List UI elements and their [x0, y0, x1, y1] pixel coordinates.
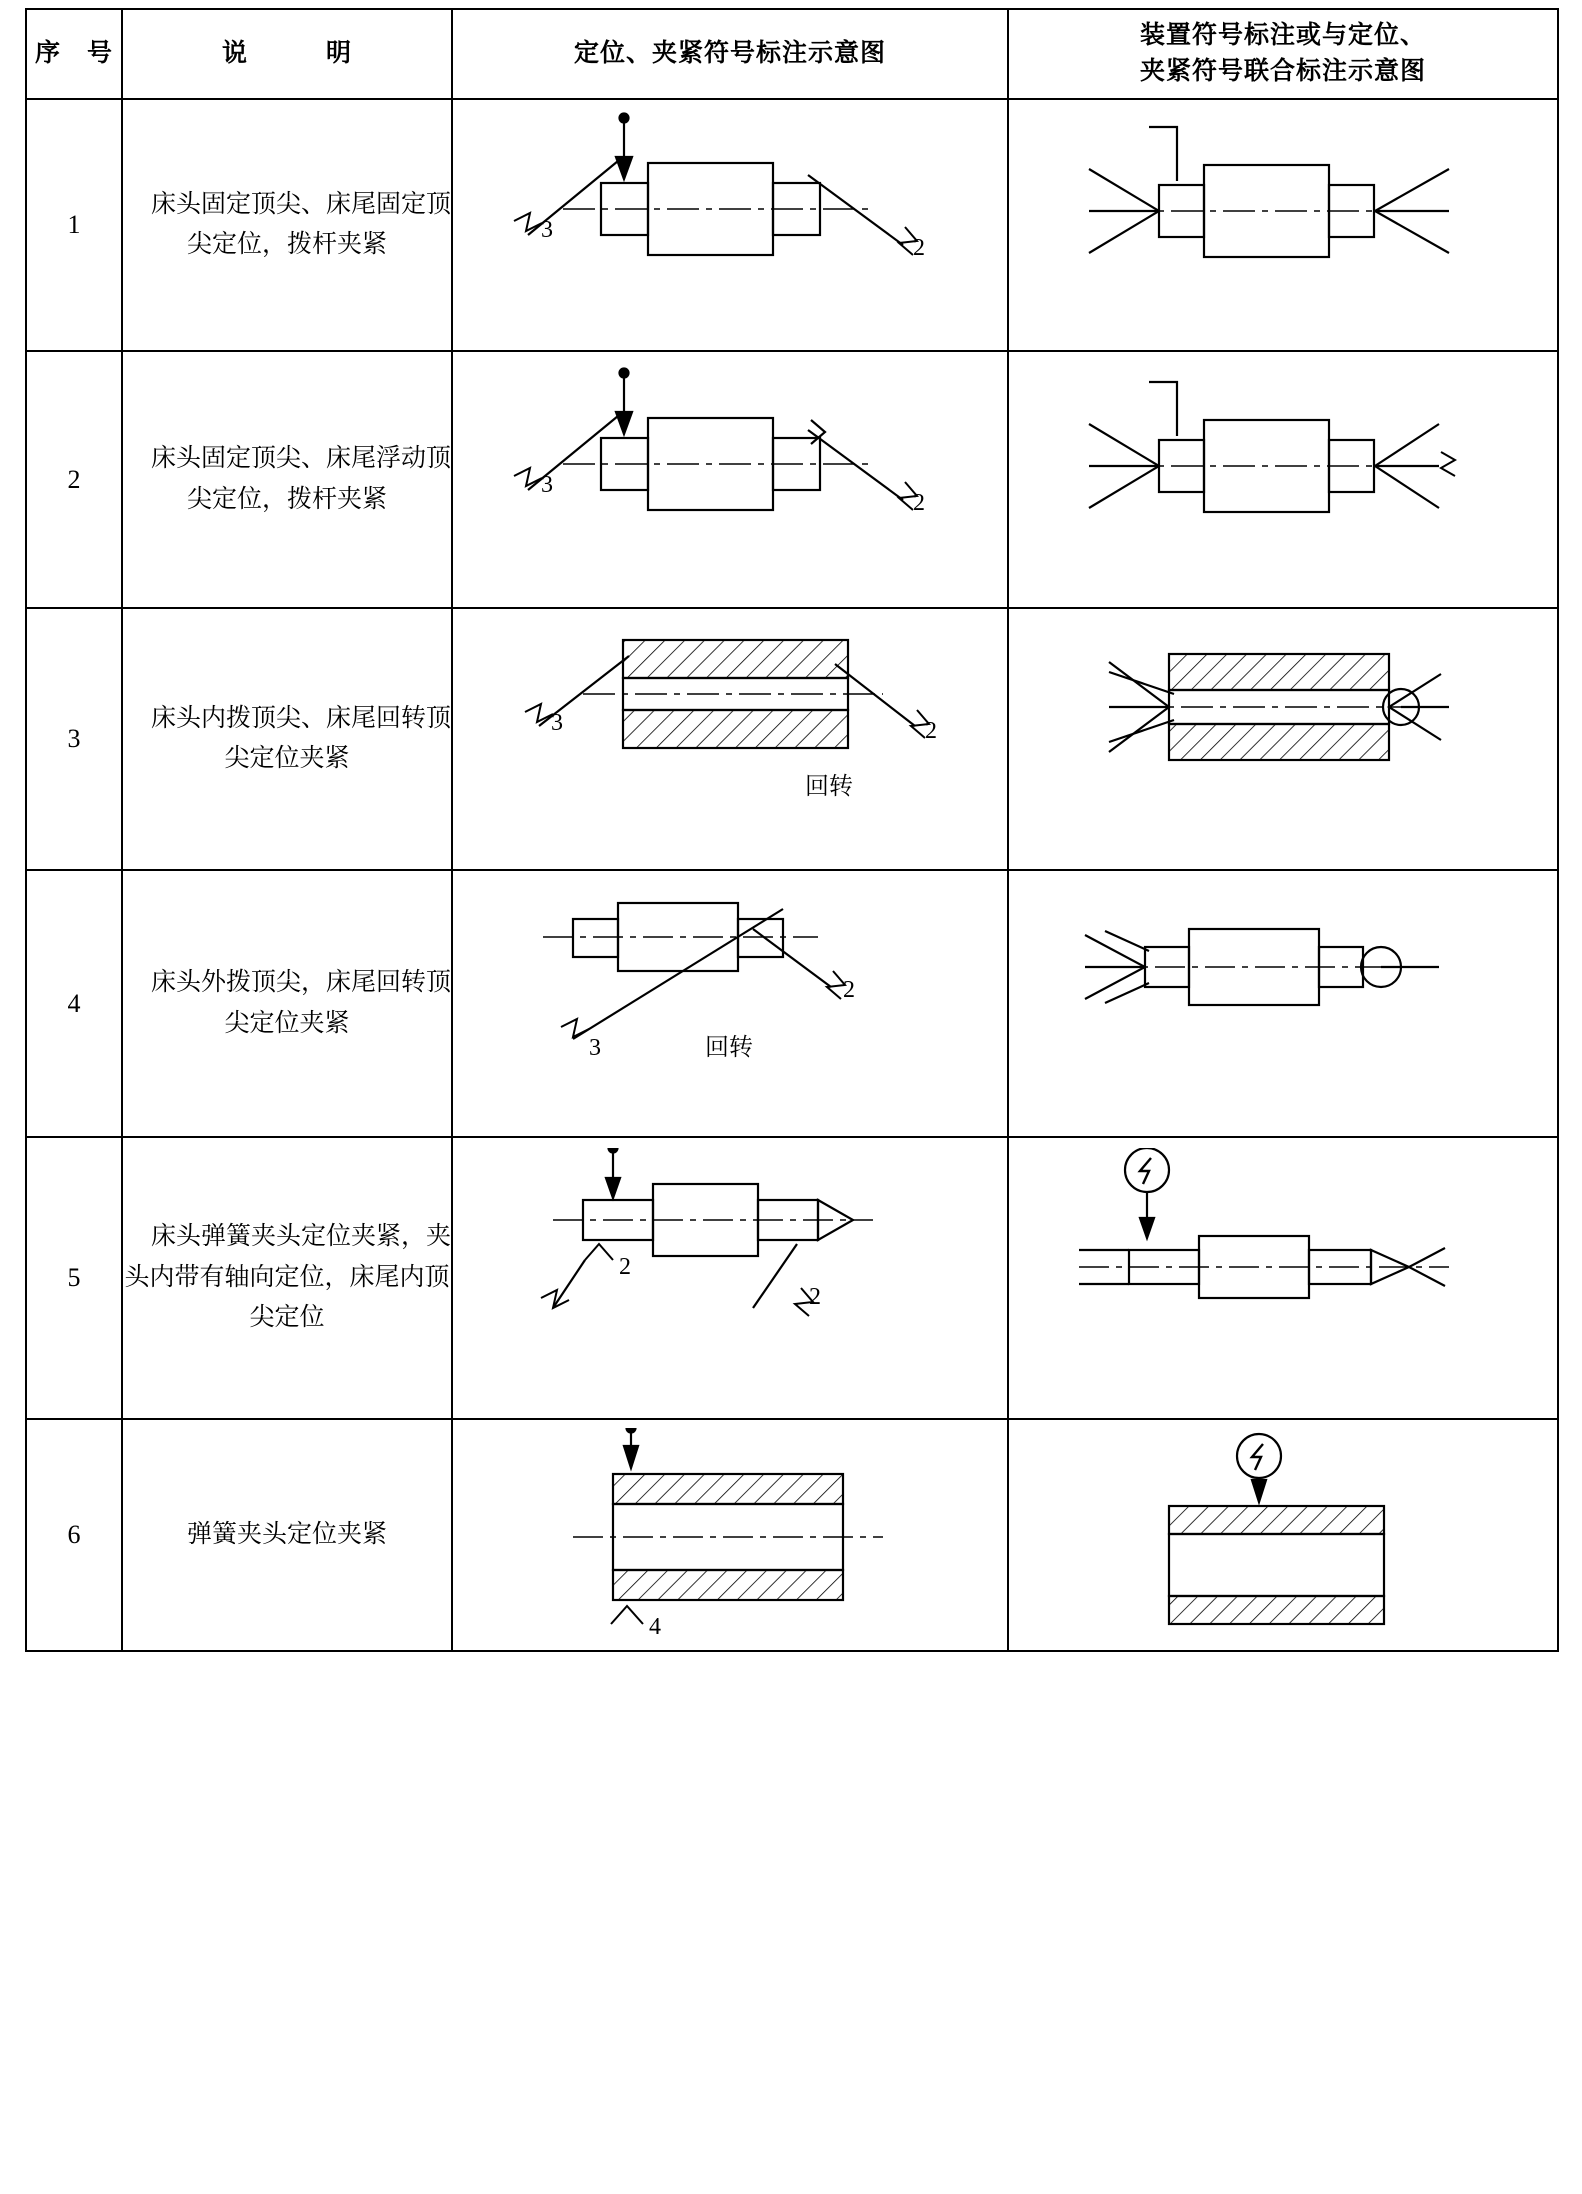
row-description	[122, 351, 452, 608]
figure-marking-2	[453, 360, 1007, 600]
figure-combined-3	[1009, 614, 1557, 864]
table-row	[26, 870, 1558, 1137]
row-combined-figure	[1008, 351, 1558, 608]
row-marking-figure	[452, 870, 1008, 1137]
table-row	[26, 1137, 1558, 1419]
figure-label: 2	[843, 976, 855, 1003]
table-row	[26, 351, 1558, 608]
figure-label-rotation: 回转	[805, 774, 853, 800]
figure-label: 2	[913, 235, 925, 261]
figure-label: 4	[649, 1613, 661, 1640]
header-col-combined-line2: 夹紧符号联合标注示意图	[1139, 58, 1426, 85]
row-description	[122, 1137, 452, 1419]
row-description-text: 床头外拨顶尖，床尾回转顶尖定位夹紧	[151, 969, 452, 1037]
row-description	[122, 608, 452, 870]
figure-label-rotation: 回转	[705, 1034, 753, 1061]
table-row	[26, 608, 1558, 870]
row-marking-figure	[452, 608, 1008, 870]
figure-marking-3	[453, 614, 1007, 864]
figure-combined-2	[1009, 360, 1557, 600]
row-marking-figure	[452, 351, 1008, 608]
row-combined-figure	[1008, 99, 1558, 351]
figure-marking-6	[453, 1428, 1007, 1643]
row-description-text: 床头固定顶尖、床尾浮动顶尖定位，拨杆夹紧	[151, 445, 452, 513]
row-number: 2	[26, 351, 122, 608]
row-description	[122, 99, 452, 351]
row-description	[122, 1419, 452, 1651]
row-number: 6	[26, 1419, 122, 1651]
figure-label: 2	[925, 718, 937, 744]
figure-label: 3	[541, 471, 553, 498]
header-col-no	[26, 9, 122, 99]
row-description-text: 床头内拨顶尖、床尾回转顶尖定位夹紧	[151, 704, 452, 772]
figure-label: 3	[589, 1034, 601, 1061]
header-col-combined-line1: 装置符号标注或与定位、	[1139, 21, 1426, 49]
row-marking-figure	[452, 1137, 1008, 1419]
row-description-text: 弹簧夹头定位夹紧	[186, 1520, 387, 1548]
header-col-no-label: 序 号	[34, 39, 113, 67]
table-header-row	[26, 9, 1558, 99]
row-combined-figure	[1008, 1137, 1558, 1419]
figure-label: 3	[551, 710, 563, 736]
header-col-desc-label: 说 明	[221, 39, 352, 67]
row-number: 5	[26, 1137, 122, 1419]
figure-label: 3	[541, 217, 553, 243]
header-col-desc	[122, 9, 452, 99]
figure-combined-4	[1009, 879, 1557, 1129]
spec-sheet	[0, 8, 1582, 1652]
row-marking-figure	[452, 99, 1008, 351]
row-description	[122, 870, 452, 1137]
figure-label: 2	[913, 489, 925, 516]
table-row	[26, 1419, 1558, 1651]
row-number: 3	[26, 608, 122, 870]
row-combined-figure	[1008, 1419, 1558, 1651]
header-col-combined	[1008, 9, 1558, 99]
row-number: 4	[26, 870, 122, 1137]
header-col-mark-label: 定位、夹紧符号标注示意图	[573, 39, 886, 67]
row-description-text: 床头弹簧夹头定位夹紧，夹头内带有轴向定位，床尾内顶尖定位	[124, 1223, 452, 1332]
figure-combined-1	[1009, 105, 1557, 345]
figure-marking-1	[453, 105, 1007, 345]
figure-marking-4	[453, 879, 1007, 1129]
row-combined-figure	[1008, 870, 1558, 1137]
row-marking-figure	[452, 1419, 1008, 1651]
figure-label: 2	[619, 1254, 631, 1280]
figure-marking-5	[453, 1148, 1007, 1408]
table-row	[26, 99, 1558, 351]
figure-combined-6	[1009, 1428, 1557, 1643]
row-number: 1	[26, 99, 122, 351]
row-description-text: 床头固定顶尖、床尾固定顶尖定位，拨杆夹紧	[151, 190, 452, 258]
fixture-symbol-table	[25, 8, 1559, 1652]
figure-combined-5	[1009, 1148, 1557, 1408]
figure-label: 2	[809, 1284, 821, 1310]
row-combined-figure	[1008, 608, 1558, 870]
header-col-mark	[452, 9, 1008, 99]
